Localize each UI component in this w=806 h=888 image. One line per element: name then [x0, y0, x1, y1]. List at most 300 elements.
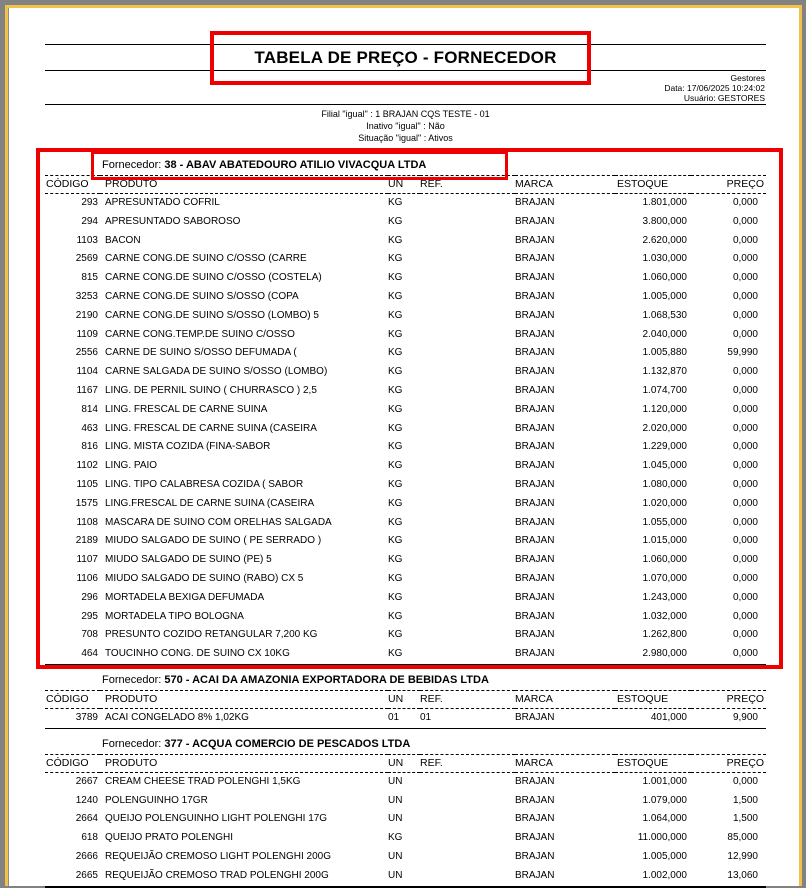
table-body [45, 194, 766, 665]
cell-preco: 0,000 [732, 441, 758, 453]
cell-marca: BRAJAN [515, 422, 555, 434]
cell-estoque: 1.001,000 [642, 775, 687, 787]
cell-estoque: 11.000,000 [637, 832, 687, 844]
cell-un: 01 [388, 711, 400, 723]
cell-preco: 0,000 [732, 775, 758, 787]
cell-codigo: 1106 [76, 572, 98, 584]
cell-codigo: 1105 [76, 478, 98, 490]
cell-codigo: 618 [81, 832, 98, 844]
cell-estoque: 1.005,880 [642, 347, 687, 359]
cell-ref [420, 250, 515, 269]
cell-estoque: 1.068,530 [642, 309, 687, 321]
cell-produto: LING. FRESCAL DE CARNE SUINA [105, 403, 268, 415]
cell-un: KG [388, 591, 403, 603]
cell-un: KG [388, 572, 403, 584]
cell-marca: BRAJAN [515, 629, 555, 641]
cell-ref [420, 438, 515, 457]
cell-ref: 01 [420, 711, 432, 723]
cell-preco: 0,000 [732, 384, 758, 396]
col-header-ref: REF. [420, 692, 443, 705]
cell-preco: 0,000 [732, 535, 758, 547]
supplier-section [45, 729, 766, 888]
cell-produto: MORTADELA BEXIGA DEFUMADA [105, 591, 265, 603]
cell-marca: BRAJAN [515, 215, 555, 227]
cell-ref [420, 420, 515, 439]
cell-ref [420, 495, 515, 514]
cell-produto: LING. DE PERNIL SUINO ( CHURRASCO ) 2,5 [105, 384, 317, 396]
cell-ref [420, 232, 515, 251]
cell-produto: LING. MISTA COZIDA (FINA-SABOR [105, 441, 271, 453]
table-row [45, 708, 766, 728]
cell-produto: MIUDO SALGADO DE SUINO (RABO) CX 5 [105, 572, 304, 584]
cell-estoque: 1.080,000 [642, 478, 687, 490]
table-row [45, 792, 766, 811]
cell-codigo: 2556 [75, 347, 98, 359]
table-body [45, 772, 766, 886]
cell-un: KG [388, 478, 403, 490]
cell-un: UN [388, 869, 403, 881]
col-header-preco: PREÇO [726, 756, 764, 769]
cell-marca: BRAJAN [515, 535, 555, 547]
cell-un: KG [388, 554, 403, 566]
cell-codigo: 1108 [76, 516, 98, 528]
filter-inativo: Inativo "igual" : Não [366, 121, 445, 131]
cell-produto: MIUDO SALGADO DE SUINO (PE) 5 [105, 554, 272, 566]
cell-codigo: 708 [81, 629, 98, 641]
cell-preco: 0,000 [732, 497, 758, 509]
cell-ref [420, 288, 515, 307]
table-row [45, 382, 766, 401]
cell-preco: 0,000 [732, 610, 758, 622]
cell-preco: 0,000 [732, 403, 758, 415]
meta-user: Usuário: GESTORES [683, 93, 765, 103]
cell-ref [420, 269, 515, 288]
cell-ref [420, 772, 515, 791]
cell-preco: 0,000 [732, 197, 758, 208]
table-row [45, 269, 766, 288]
supplier-label: Fornecedor: [102, 159, 165, 171]
table-row [45, 307, 766, 326]
cell-estoque: 1.120,000 [642, 403, 687, 415]
cell-un: KG [388, 832, 403, 844]
cell-codigo: 1109 [76, 328, 98, 340]
col-header-codigo: CÓDIGO [46, 178, 89, 190]
cell-marca: BRAJAN [515, 290, 555, 302]
cell-codigo: 815 [81, 272, 98, 284]
col-header-marca: MARCA [515, 178, 553, 190]
title-band [45, 45, 766, 71]
cell-preco: 59,990 [727, 347, 758, 359]
cell-produto: QUEIJO POLENGUINHO LIGHT POLENGHI 17G [105, 813, 328, 825]
supplier-name: 377 - ACQUA COMERCIO DE PESCADOS LTDA [164, 737, 411, 750]
cell-un: KG [388, 347, 403, 359]
cell-estoque: 1.045,000 [642, 460, 687, 472]
supplier-header [45, 665, 766, 690]
cell-un: UN [388, 813, 403, 825]
cell-produto: CARNE CONG.DE SUINO S/OSSO (LOMBO) 5 [105, 309, 319, 321]
cell-produto: APRESUNTADO COFRIL [105, 197, 220, 208]
cell-estoque: 1.132,870 [642, 366, 687, 378]
supplier-section [45, 144, 766, 665]
table-header-row [45, 754, 766, 772]
cell-produto: LING. FRESCAL DE CARNE SUINA (CASEIRA [105, 422, 317, 434]
cell-marca: BRAJAN [515, 497, 555, 509]
filter-filial: Filial "igual" : 1 BRAJAN CQS TESTE - 01 [321, 109, 490, 119]
table-row [45, 495, 766, 514]
cell-ref [420, 589, 515, 608]
table-row [45, 457, 766, 476]
report-body [45, 8, 766, 888]
cell-codigo: 1103 [76, 234, 98, 246]
col-header-estoque: ESTOQUE [617, 178, 669, 190]
cell-preco: 0,000 [732, 516, 758, 528]
cell-preco: 0,000 [732, 234, 758, 246]
cell-codigo: 1102 [76, 460, 98, 472]
cell-marca: BRAJAN [515, 610, 555, 622]
cell-ref [420, 792, 515, 811]
cell-preco: 0,000 [732, 215, 758, 227]
cell-marca: BRAJAN [515, 591, 555, 603]
cell-ref [420, 457, 515, 476]
cell-marca: BRAJAN [515, 794, 555, 806]
cell-codigo: 814 [81, 403, 98, 415]
cell-estoque: 1.020,000 [642, 497, 687, 509]
cell-produto: CARNE CONG.DE SUINO S/OSSO (COPA [105, 290, 299, 302]
cell-codigo: 1104 [76, 366, 98, 378]
table-row [45, 829, 766, 848]
cell-estoque: 2.980,000 [642, 648, 687, 660]
cell-preco: 1,500 [732, 794, 758, 806]
cell-un: KG [388, 215, 403, 227]
cell-codigo: 1107 [76, 554, 98, 566]
cell-estoque: 1.243,000 [642, 591, 687, 603]
cell-ref [420, 848, 515, 867]
meta-block [45, 71, 766, 105]
col-header-ref: REF. [420, 756, 443, 769]
cell-un: UN [388, 775, 403, 787]
cell-estoque: 1.005,000 [642, 290, 687, 302]
cell-produto: LING. TIPO CALABRESA COZIDA ( SABOR [105, 478, 304, 490]
table-row [45, 589, 766, 608]
cell-produto: CARNE CONG.DE SUINO C/OSSO (COSTELA) [105, 272, 322, 284]
cell-produto: CARNE CONG.DE SUINO C/OSSO (CARRE [105, 253, 307, 265]
table-row [45, 194, 766, 213]
table-row [45, 363, 766, 382]
cell-un: KG [388, 234, 403, 246]
cell-marca: BRAJAN [515, 711, 555, 723]
cell-un: KG [388, 610, 403, 622]
supplier-name: 570 - ACAI DA AMAZONIA EXPORTADORA DE BEBIDAS LTDA [164, 673, 489, 686]
cell-marca: BRAJAN [515, 554, 555, 566]
cell-ref [420, 867, 515, 887]
cell-codigo: 2189 [75, 535, 98, 547]
table-row [45, 532, 766, 551]
cell-marca: BRAJAN [515, 648, 555, 660]
table-row [45, 848, 766, 867]
cell-un: KG [388, 516, 403, 528]
cell-estoque: 2.040,000 [642, 328, 687, 340]
table-row [45, 608, 766, 627]
col-header-estoque: ESTOQUE [617, 692, 669, 705]
cell-un: KG [388, 366, 403, 378]
cell-codigo: 296 [81, 591, 98, 603]
cell-marca: BRAJAN [515, 197, 555, 208]
cell-estoque: 1.032,000 [642, 610, 687, 622]
cell-ref [420, 645, 515, 664]
cell-un: KG [388, 629, 403, 641]
cell-estoque: 1.060,000 [642, 554, 687, 566]
cell-marca: BRAJAN [515, 403, 555, 415]
cell-preco: 85,000 [727, 832, 758, 844]
cell-produto: CARNE CONG.TEMP.DE SUINO C/OSSO [105, 328, 295, 340]
table-row [45, 772, 766, 791]
cell-un: UN [388, 794, 403, 806]
cell-codigo: 2666 [75, 850, 98, 862]
cell-ref [420, 608, 515, 627]
cell-marca: BRAJAN [515, 516, 555, 528]
cell-codigo: 2569 [75, 253, 98, 265]
cell-un: KG [388, 290, 403, 302]
cell-produto: CREAM CHEESE TRAD POLENGHI 1,5KG [105, 775, 301, 787]
cell-ref [420, 514, 515, 533]
cell-preco: 0,000 [732, 629, 758, 641]
cell-un: KG [388, 441, 403, 453]
cell-preco: 0,000 [732, 272, 758, 284]
cell-preco: 0,000 [732, 572, 758, 584]
table-row [45, 401, 766, 420]
cell-estoque: 1.030,000 [642, 253, 687, 265]
cell-produto: APRESUNTADO SABOROSO [105, 215, 241, 227]
table-row [45, 551, 766, 570]
table-row [45, 570, 766, 589]
cell-marca: BRAJAN [515, 366, 555, 378]
cell-produto: CARNE SALGADA DE SUINO S/OSSO (LOMBO) [105, 366, 328, 378]
cell-estoque: 2.020,000 [642, 422, 687, 434]
table-header-row [45, 176, 766, 194]
cell-preco: 0,000 [732, 253, 758, 265]
cell-un: KG [388, 648, 403, 660]
cell-un: KG [388, 497, 403, 509]
col-header-codigo: CÓDIGO [46, 756, 89, 769]
cell-un: KG [388, 197, 403, 208]
price-table [45, 754, 766, 888]
cell-preco: 13,060 [727, 869, 758, 881]
table-row [45, 867, 766, 887]
table-row [45, 213, 766, 232]
col-header-produto: PRODUTO [105, 756, 158, 769]
cell-estoque: 1.064,000 [642, 813, 687, 825]
table-row [45, 645, 766, 664]
cell-produto: MORTADELA TIPO BOLOGNA [105, 610, 244, 622]
cell-estoque: 1.801,000 [642, 197, 687, 208]
meta-company: Gestores [730, 73, 765, 83]
filter-block [45, 105, 766, 144]
table-row [45, 288, 766, 307]
col-header-produto: PRODUTO [105, 178, 158, 190]
cell-ref [420, 626, 515, 645]
cell-preco: 12,990 [727, 850, 758, 862]
table-row [45, 420, 766, 439]
cell-preco: 0,000 [732, 478, 758, 490]
table-row [45, 810, 766, 829]
cell-produto: TOUCINHO CONG. DE SUINO CX 10KG [105, 648, 290, 660]
supplier-label: Fornecedor: [102, 737, 165, 750]
cell-preco: 0,000 [732, 366, 758, 378]
cell-codigo: 1240 [75, 794, 98, 806]
cell-estoque: 1.015,000 [642, 535, 687, 547]
cell-codigo: 2190 [75, 309, 98, 321]
cell-codigo: 3253 [75, 290, 98, 302]
cell-un: KG [388, 403, 403, 415]
col-header-un: UN [388, 178, 404, 190]
table-row [45, 344, 766, 363]
cell-un: KG [388, 460, 403, 472]
cell-estoque: 1.079,000 [642, 794, 687, 806]
cell-marca: BRAJAN [515, 478, 555, 490]
col-header-preco: PREÇO [726, 178, 764, 190]
cell-marca: BRAJAN [515, 775, 555, 787]
col-header-ref: REF. [420, 178, 443, 190]
cell-estoque: 2.620,000 [642, 234, 687, 246]
cell-ref [420, 401, 515, 420]
cell-ref [420, 307, 515, 326]
cell-preco: 0,000 [732, 591, 758, 603]
cell-codigo: 1167 [76, 384, 98, 396]
cell-ref [420, 344, 515, 363]
cell-marca: BRAJAN [515, 460, 555, 472]
cell-un: KG [388, 253, 403, 265]
cell-estoque: 1.005,000 [642, 850, 687, 862]
cell-preco: 0,000 [732, 460, 758, 472]
cell-un: KG [388, 422, 403, 434]
cell-preco: 0,000 [732, 554, 758, 566]
table-body [45, 708, 766, 728]
cell-estoque: 1.002,000 [642, 869, 687, 881]
cell-ref [420, 551, 515, 570]
price-table [45, 175, 766, 665]
cell-ref [420, 194, 515, 213]
cell-un: KG [388, 309, 403, 321]
cell-estoque: 1.229,000 [642, 441, 687, 453]
cell-estoque: 1.060,000 [642, 272, 687, 284]
cell-produto: BACON [105, 234, 141, 246]
cell-estoque: 1.262,800 [642, 629, 687, 641]
cell-ref [420, 570, 515, 589]
cell-ref [420, 213, 515, 232]
cell-marca: BRAJAN [515, 309, 555, 321]
cell-produto: LING.FRESCAL DE CARNE SUINA (CASEIRA [105, 497, 315, 509]
table-row [45, 438, 766, 457]
cell-produto: MIUDO SALGADO DE SUINO ( PE SERRADO ) [105, 535, 322, 547]
cell-ref [420, 532, 515, 551]
col-header-marca: MARCA [515, 756, 553, 769]
cell-codigo: 295 [81, 610, 98, 622]
table-row [45, 476, 766, 495]
cell-produto: PRESUNTO COZIDO RETANGULAR 7,200 KG [105, 629, 318, 641]
cell-preco: 0,000 [732, 422, 758, 434]
cell-produto: POLENGUINHO 17GR [105, 794, 208, 806]
cell-codigo: 463 [81, 422, 98, 434]
cell-un: KG [388, 384, 403, 396]
cell-marca: BRAJAN [515, 272, 555, 284]
cell-codigo: 294 [81, 215, 98, 227]
col-header-codigo: CÓDIGO [46, 692, 89, 705]
cell-un: KG [388, 272, 403, 284]
cell-marca: BRAJAN [515, 384, 555, 396]
page-title: TABELA DE PREÇO - FORNECEDOR [254, 47, 557, 67]
cell-marca: BRAJAN [515, 850, 555, 862]
cell-codigo: 2667 [75, 775, 98, 787]
cell-estoque: 401,000 [650, 711, 687, 723]
cell-marca: BRAJAN [515, 328, 555, 340]
suppliers-container [45, 144, 766, 888]
cell-codigo: 816 [81, 441, 98, 453]
cell-preco: 9,900 [732, 711, 758, 723]
cell-preco: 1,500 [732, 813, 758, 825]
table-row [45, 626, 766, 645]
cell-estoque: 1.070,000 [642, 572, 687, 584]
col-header-estoque: ESTOQUE [617, 756, 669, 769]
cell-estoque: 3.800,000 [642, 215, 687, 227]
col-header-marca: MARCA [515, 692, 553, 705]
cell-marca: BRAJAN [515, 572, 555, 584]
cell-produto: CARNE DE SUINO S/OSSO DEFUMADA ( [105, 347, 297, 359]
cell-codigo: 293 [81, 197, 98, 208]
col-header-un: UN [388, 756, 404, 769]
cell-produto: QUEIJO PRATO POLENGHI [105, 832, 233, 844]
col-header-produto: PRODUTO [105, 692, 158, 705]
cell-produto: ACAI CONGELADO 8% 1,02KG [105, 711, 249, 723]
cell-preco: 0,000 [732, 290, 758, 302]
supplier-section [45, 665, 766, 729]
table-row [45, 326, 766, 345]
supplier-label: Fornecedor: [102, 673, 165, 686]
cell-codigo: 1575 [75, 497, 98, 509]
cell-preco: 0,000 [732, 648, 758, 660]
cell-produto: MASCARA DE SUINO COM ORELHAS SALGADA [105, 516, 332, 528]
cell-ref [420, 829, 515, 848]
report-page [5, 5, 802, 886]
cell-preco: 0,000 [732, 309, 758, 321]
cell-ref [420, 810, 515, 829]
price-table [45, 690, 766, 729]
supplier-header [45, 144, 766, 175]
cell-preco: 0,000 [732, 328, 758, 340]
cell-marca: BRAJAN [515, 869, 555, 881]
col-header-un: UN [388, 692, 404, 705]
cell-ref [420, 363, 515, 382]
cell-codigo: 2665 [75, 869, 98, 881]
col-header-preco: PREÇO [726, 692, 764, 705]
cell-ref [420, 382, 515, 401]
cell-marca: BRAJAN [515, 347, 555, 359]
cell-estoque: 1.074,700 [642, 384, 687, 396]
cell-marca: BRAJAN [515, 441, 555, 453]
meta-date: Data: 17/06/2025 10:24:02 [664, 83, 765, 93]
table-header-row [45, 690, 766, 708]
cell-ref [420, 326, 515, 345]
table-row [45, 514, 766, 533]
cell-produto: LING. PAIO [105, 460, 158, 472]
cell-marca: BRAJAN [515, 234, 555, 246]
cell-un: KG [388, 328, 403, 340]
supplier-name: 38 - ABAV ABATEDOURO ATILIO VIVACQUA LTDA [164, 159, 427, 171]
cell-estoque: 1.055,000 [642, 516, 687, 528]
table-row [45, 250, 766, 269]
supplier-header [45, 729, 766, 754]
cell-un: UN [388, 850, 403, 862]
cell-marca: BRAJAN [515, 813, 555, 825]
